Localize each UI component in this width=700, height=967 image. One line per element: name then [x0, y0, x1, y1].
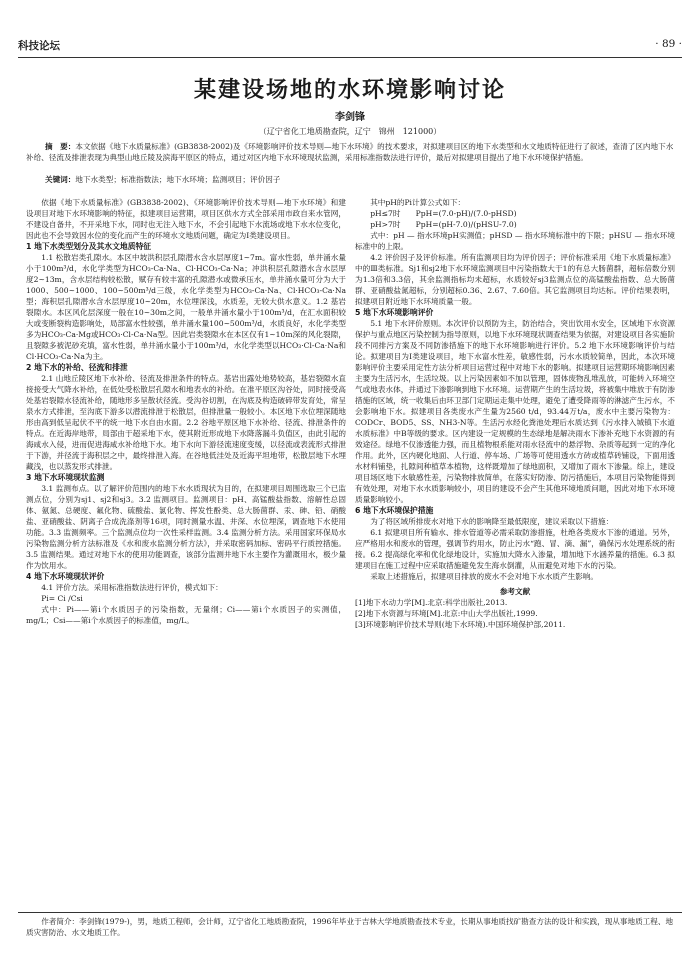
section-heading: 2 地下水的补给、径流和排泄: [26, 363, 128, 372]
section-heading: 5 地下水环境影响评价: [355, 308, 434, 317]
footnote-rule: [18, 912, 682, 913]
paragraph: 6.1 拟建项目所有输水、排水管道等必需采取防渗措施，杜绝各类废水下渗的通道。另外，应严格用水和废水的管理，强调节约用水，防止污水“跑、冒、滴、漏”，确保污水处理系统的衔接。6.2 提高绿化率和优化绿地设计，实施加大降水入渗量，增加地下水涵养量的措施。6.3 拟建项目在施工过程中应采取措施避免发生海水倒灌，从而避免对地下水的污染。: [355, 528, 675, 570]
left-column: [26, 197, 346, 626]
paragraph: 4.1 评价方法。采用标准指数法进行评价，模式如下：: [41, 583, 223, 592]
abstract-text: 本文依据《地下水质量标准》(GB3838-2002)及《环境影响评价技术导则—地下水环境》的技术要求，对拟建项目区的地下水类型和水文地质特征进行了叙述，查清了区内地下水补给、径流及排泄表现为典型山地丘陵及滨海平原区的特点，通过对区内地下水环境现状监测，采用标准指数法进行评价，最后对拟建项目提出了地下水环境保护措施。: [26, 142, 674, 162]
paragraph: pH>7时 PpH=(pH-7.0)/(pHSU-7.0): [370, 220, 517, 229]
paragraph: 2.1 山地丘陵区地下水补给、径流及排泄条件的特点。基岩出露处地势较高，基岩裂隙水直接接受大气降水补给，在低处受松散层孔隙水和地表水的补给。在准平原区沟谷处，同时接受高处基岩裂隙水径流补给，随地形多呈散状径流。受沟谷切割，在沟底及构造破碎带发育处，常呈泉水方式排泄，至沟底下游多以潜流排泄于松散层，但排泄量一般较小。本区地下水位埋深随地形由高到低呈起伏不平的统一地下水自由水面。2.2 谷地平原区地下水补给、径流、排泄条件的特点。在近海岸地带，局部由于超采地下水，使其附近形成地下水降落漏斗负值区，由此引起的海咸水入侵，进而促进海咸水补给地下水。地下水向下游径流速度变缓，以径流或表流形式排泄于下游，并径流于海积层之中，最终排泄入海。在谷地低洼处及近海平坦地带，松散层地下水埋藏浅，也以蒸发形式排泄。: [26, 374, 346, 471]
paragraph: pH≤7时 PpH=(7.0-pH)/(7.0-pHSD): [370, 209, 517, 218]
paragraph: 其中pH的Pi计算公式如下：: [370, 198, 466, 207]
right-column-body: [355, 197, 675, 582]
paragraph: 采取上述措施后，拟建项目排放的废水不会对地下水水质产生影响。: [370, 572, 598, 581]
journal-name: 科技论坛: [18, 40, 60, 52]
section-heading: 6 地下水环境保护措施: [355, 506, 434, 515]
running-header: [18, 38, 682, 54]
abstract-block: [26, 141, 674, 163]
references-list: [355, 597, 675, 630]
paragraph: 4.2 评价因子及评价标准。所有监测项目均为评价因子；评价标准采用《地下水质量标准》中的Ⅲ类标准。Sj1和sj2地下水环境监测项目中污染指数大于1的有总大肠菌群，超标倍数分别为1.3倍和3.3倍，其余监测指标均未超标，水质较好sj3监测点位的高锰酸盐指数、总大肠菌群、亚硝酸盐氮超标，分别超标0.36、2.67、7.60倍。其它监测项目均达标。评价结果表明，拟建项目附近地下水环境质量一般。: [355, 253, 675, 306]
references-heading: 参考文献: [499, 587, 531, 596]
affiliation: （辽宁省化工地质勘查院，辽宁 锦州 121000）: [258, 127, 442, 136]
abstract-label: 摘 要：: [45, 142, 76, 151]
header-rule: [18, 57, 682, 58]
right-column: [355, 197, 675, 630]
author-name: 李剑锋: [335, 112, 365, 123]
paragraph: 5.1 地下水评价原则。本次评价以预防为主，防治结合，突出饮用水安全，区域地下水资源保护与重点地区污染控制为指导原则，以地下水环境现状调查结果为依据，对建设项目各实施阶段不同排污方案及不同防渗措施下的地下水环境影响进行评价。5.2 地下水环境影响评价与结论。拟建项目为I类建设项目，地下水富水性差，敏感性弱，污水水质较简单，因此，本次环境影响评价主要采用定性方法分析项目运营过程中对地下水的影响。拟建项目运营期环境影响因素主要为生活污水，生活垃圾。以上污染因素如不加以管理，固体废物乱堆乱放，可能转入环境空气或地表水体，并通过下渗影响到地下水环境。运营期产生的生活垃圾，将被集中堆放于有防渗措施的区域，统一收集后由环卫部门定期运走集中处理，避免了遭受降雨等的淋滤产生污水，不会影响地下水。拟建项目各类废水产生量为2560 t/d，93.44万t/a，废水中主要污染物为：CODCr、BOD5、SS、NH3-N等。生活污水经化粪池处理后水质达到《污水排入城镇下水道水质标准》中B等级的要求。区内建设一定规模的生态绿地是解决雨水下渗补充地下水资源的有效途径。绿地不仅渗透能力强，而且植物根系能对雨水径流中的悬浮物、杂质等起到一定的净化作用。此外，区内硬化地面、人行道、停车场、广场等可使用透水方砖或植草砖铺设，下面用透水材料铺垫，扎隙间种植草本植物，这样既增加了绿地面积，又增加了雨水下渗量。综上，建设项目场区地下水敏感性差，污染物排放简单，在落实好防渗、防污措施后，本项目污染物能得到有效处理，对地下水水质影响较小，项目的建设不会产生其他环境地质问题，因此对地下水环境质量影响较小。: [355, 319, 675, 504]
reference-item: [1]地下水动力学[M].北京:科学出版社,2013.: [355, 598, 508, 607]
paragraph: 依据《地下水质量标准》(GB3838-2002)、《环境影响评价技术导则—地下水环境》和建设项目对地下水环境影响的特征，拟建项目运营期，项目区供水方式全部采用市政自来水管网，不建设自备井，不开采地下水，同时也无注入地下水，不会引起地下水流场或地下水水位变化，因此也不会导致因水位的变化而产生的环境水文地质问题，确定为I类建设项目。: [26, 198, 346, 240]
keywords-text: 地下水类型；标准指数法；地下水环境；监测项目；评价因子: [75, 175, 281, 184]
reference-item: [3]环境影响评价技术导则(地下水环境).中国环境保护部,2011.: [355, 620, 566, 629]
section-heading: 3 地下水环境现状监测: [26, 473, 105, 482]
section-heading: 1 地下水类型划分及其水文地质特征: [26, 242, 152, 251]
paragraph: 为了将区域所排废水对地下水的影响降至最低限度，建议采取以下措施：: [370, 517, 614, 526]
section-heading: 4 地下水环境现状评价: [26, 572, 105, 581]
paragraph: 式中：pH — 指水环境pH实测值；pHSD — 指水环境标准中的下限；pHSU — 指水环境标准中的上限。: [355, 231, 675, 251]
paragraph: 式中：Pi——第i个水质因子的污染指数，无量纲；Ci——第i个水质因子的实测值，mg/L；Csi——第i个水质因子的标准值，mg/L。: [26, 605, 346, 625]
paragraph: 3.1 监测布点。以了解评价范围内的地下水水质现状为目的，在拟建项目周围选取三个已监测点位，分别为sj1、sj2和sj3。3.2 监测项目。监测项目：pH、高锰酸盐指数、溶解性总固体、氨氮、总硬度、氟化物、硫酸盐、氯化物、挥发性酚类、总大肠菌群、汞、砷、铅、硝酸盐、亚硝酸盐、阴离子合成洗涤剂等16项，同时测量水温、井深、水位埋深，调查地下水使用功能。3.3 监测频率。三个监测点位均一次性采样监测。3.4 监测分析方法。采用国家环保局水污染物监测分析方法标准及《水和废水监测分析方法》，并采取密码加标、密码平行质控措施。3.5 监测结果。通过对地下水的使用功能调查，该部分监测井地下水主要作为灌溉用水，极少量作为饮用水。: [26, 484, 346, 570]
reference-item: [2]地下水资源与环境[M].北京:中山大学出版社,1999.: [355, 609, 538, 618]
author-note: 作者简介：李剑锋(1979-)，男，地质工程师，会计师，辽宁省化工地质勘查院，1996年毕业于吉林大学地质勘查技术专业，长期从事地质找矿勘查方法的设计和实践，现从事地质工程、地质灾害防治、水文地质工作。: [26, 917, 674, 937]
paragraph: Pi= Ci /Csi: [41, 594, 83, 603]
keywords-block: [26, 174, 674, 185]
paragraph: 1.1 松散岩类孔隙水。本区中坡洪积层孔隙潜水含水层厚度1~7m。富水性弱，单井涌水量小于100m³/d，水化学类型为HCO₃-Ca·Na、Cl·HCO₃-Ca·Na；冲洪积层孔隙潜水含水层厚度2~13m，含水层结构较松散，赋存有较丰富的孔隙潜水或微承压水，单井涌水量可分为大于1000、500~1000、100~500m³/d三级，水化学类型为HCO₃-Ca·Na、Cl·HCO₃-Ca·Na型；海积层孔隙潜水含水层厚度10~20m，水位埋深浅，水质差，无较大供水意义。1.2 基岩裂隙水。本区风化层深度一般在10~30m之间，一般单井涌水量小于100m³/d，在汇水面积较大或变断裂构造影响处，局部富水性较强，单井涌水量100~500m³/d，水质良好，水化学类型多为HCO₃-Ca·Mg或HCO₃·Cl-Ca·Na型。因此岩类裂隙水在本区仅有1~10m深的风化裂隙，且裂隙多被泥砂充填，富水性弱，单井涌水量小于100m³/d，水化学类型以HCO₃·Cl-Ca·Na和Cl·HCO₃-Ca·Na为主。: [26, 253, 346, 361]
page-number: · 89 ·: [655, 38, 682, 50]
paper-title: 某建设场地的水环境影响讨论: [193, 77, 506, 103]
keywords-label: 关键词：: [45, 175, 76, 184]
